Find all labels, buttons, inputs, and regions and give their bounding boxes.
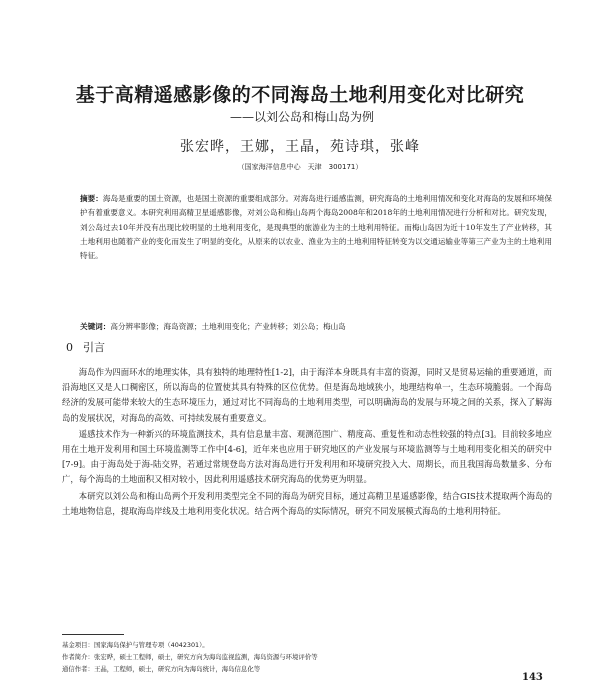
footnote-funding: 基金项目：国家海岛保护与管理专项（4042301）。 [62, 641, 209, 649]
footnote-divider [62, 634, 124, 635]
abstract-label: 摘要： [80, 194, 103, 203]
keywords [80, 320, 552, 334]
footnote-author-bio: 作者简介：张宏晔，硕士工程师，硕士，研究方向为海岛监视监测，海岛资源与环境评价等 [62, 653, 318, 661]
body-paragraph: 海岛作为四面环水的地理实体，具有独特的地理特性[1-2]，由于海洋本身既具有丰富的资源，同时又是贸易运输的重要通道，而沿海地区又是人口稠密区，所以海岛的位置使其具有特殊的区位优势。但是海岛地域狭小，地理结构单一，生态环境脆弱。一个海岛经济的发展可能带来较大的生态环境压力，通过对比不同海岛的土地利用类型，可以明确海岛的发展与环境之间的关系，探入了解海岛的发展状况，对海岛的高效、可持续发展有重要意义。 [62, 367, 552, 423]
keywords-text: 高分辨率影像；海岛资源；土地利用变化；产业转移；刘公岛；梅山岛 [110, 322, 346, 331]
keywords-label: 关键词： [80, 322, 111, 331]
paper-subtitle: ——以刘公岛和梅山岛为例 [230, 110, 375, 124]
body-paragraph: 本研究以刘公岛和梅山岛两个开发利用类型完全不同的海岛为研究目标，通过高精卫星遥感影像，结合GIS技术提取两个海岛的土地地物信息，提取海岛岸线及土地利用变化状况。结合两个海岛的实际情况，研究不同发展模式海岛的土地利用特征。 [62, 490, 552, 516]
body-paragraph: 遥感技术作为一种新兴的环境监测技术，具有信息量丰富、观测范围广、精度高、重复性和动态性较强的特点[3]。目前较多地应用在土地开发利用和国土环境监测等工作中[4-6]，近年来也应用于研究地区的产业发展与环境监测等与土地利用变化相关的研究中[7-9]。由于海岛处于海-陆交界，若通过常规登岛方法对海岛进行开发利用和环境研究投入大、周期长，而且我国海岛数量多、分布广，每个海岛的土地面积又相对较小，因此利用遥感技术研究海岛的优势更为明显。 [62, 428, 552, 485]
footnote-corresponding-author: 通信作者：王晶，工程师，硕士，研究方向为海岛统计，海岛信息化等 [62, 665, 261, 673]
abstract [80, 192, 552, 263]
paper-title: 基于高精遥感影像的不同海岛土地利用变化对比研究 [75, 84, 525, 106]
abstract-text: 海岛是重要的国土资源，也是国土资源的重要组成部分。对海岛进行遥感监测，研究海岛的土地利用情况和变化对海岛的发展和环境保护有着重要意义。本研究利用高精卫星遥感影像，对刘公岛和梅山岛两个海岛2008年和2018年的土地利用情况进行分析和对比。研究发现，刘公岛过去10年并没有出现比较明显的土地利用变化，是现典型的旅游业为主的土地利用特征。而梅山岛因为近十10年发生了产业转移，其土地利用也随着产业的变化而发生了明显的变化，从原来的以农业、渔业为主的土地利用特征转变为以交通运输业等第三产业为主的土地利用特征。 [80, 194, 552, 261]
section-heading-introduction [66, 339, 115, 355]
body-text [62, 365, 552, 520]
author-list: 张宏晔，王娜，王晶，苑诗琪，张峰 [180, 139, 420, 155]
section-number: 0 [66, 341, 73, 354]
author-affiliation: （国家海洋信息中心 天津 300171） [237, 163, 363, 171]
footnotes [62, 639, 532, 675]
page-number: 143 [522, 672, 543, 683]
section-title: 引言 [83, 341, 105, 354]
